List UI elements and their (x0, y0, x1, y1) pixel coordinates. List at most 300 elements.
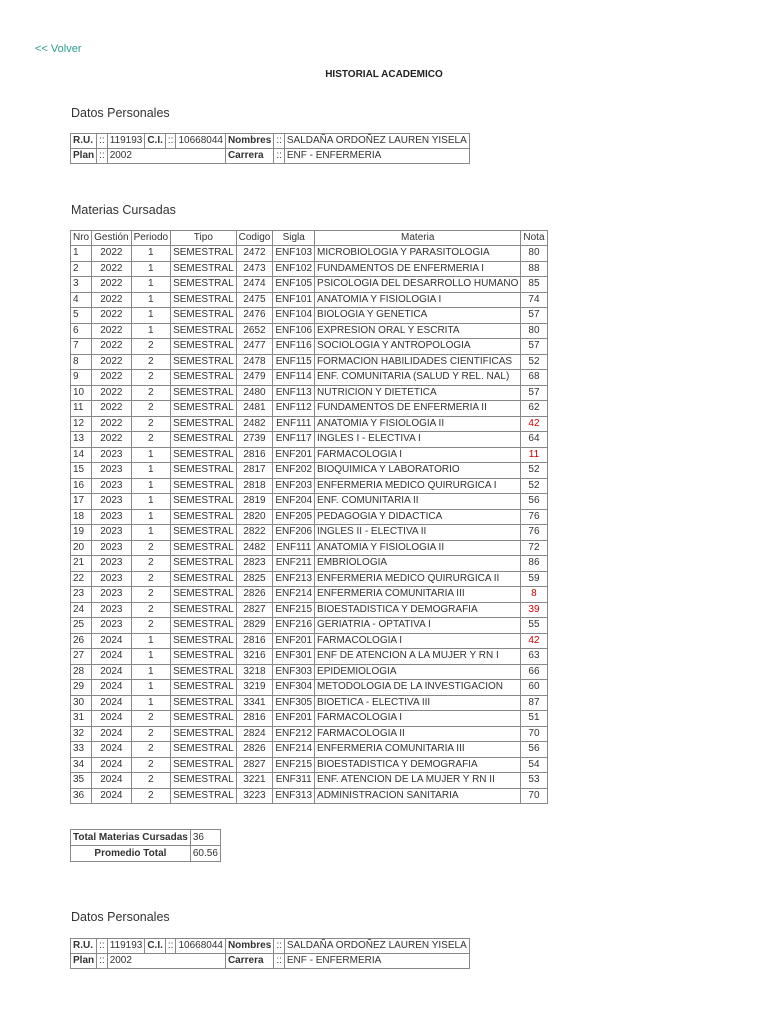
table-row (71, 370, 548, 386)
cell-periodo: 2 (131, 788, 170, 804)
page-title: HISTORIAL ACADEMICO (325, 69, 443, 80)
cell-nro: 35 (71, 773, 92, 789)
carrera-label: Carrera (225, 954, 273, 969)
total-value: 36 (190, 830, 220, 846)
cell-gestion: 2022 (92, 401, 131, 417)
cell-sigla: ENF205 (273, 509, 315, 525)
cell-codigo: 2476 (236, 308, 273, 324)
cell-materia: ENF. COMUNITARIA (SALUD Y REL. NAL) (315, 370, 521, 386)
table-row (71, 695, 548, 711)
cell-gestion: 2022 (92, 261, 131, 277)
cell-nro: 12 (71, 416, 92, 432)
cell-codigo: 2475 (236, 292, 273, 308)
cell-sigla: ENF115 (273, 354, 315, 370)
cell-gestion: 2024 (92, 695, 131, 711)
table-row (71, 385, 548, 401)
cell-materia: INGLES II - ELECTIVA II (315, 525, 521, 541)
table-row (71, 478, 548, 494)
ru-label: R.U. (71, 939, 97, 954)
cell-gestion: 2024 (92, 649, 131, 665)
table-row (71, 649, 548, 665)
cell-tipo: SEMESTRAL (171, 680, 237, 696)
average-value: 60.56 (190, 846, 220, 862)
cell-nota: 80 (521, 246, 547, 262)
cell-codigo: 2824 (236, 726, 273, 742)
table-row (71, 292, 548, 308)
cell-materia: SOCIOLOGIA Y ANTROPOLOGIA (315, 339, 521, 355)
personal-row-2 (71, 149, 470, 164)
cell-nota: 51 (521, 711, 547, 727)
cell-nro: 10 (71, 385, 92, 401)
cell-nro: 26 (71, 633, 92, 649)
cell-tipo: SEMESTRAL (171, 726, 237, 742)
cell-tipo: SEMESTRAL (171, 633, 237, 649)
cell-sigla: ENF113 (273, 385, 315, 401)
personal-row-2 (71, 954, 470, 969)
table-row (71, 354, 548, 370)
cell-nota: 85 (521, 277, 547, 293)
cell-gestion: 2024 (92, 711, 131, 727)
cell-materia: FARMACOLOGIA II (315, 726, 521, 742)
table-row (71, 587, 548, 603)
cell-nota: 8 (521, 587, 547, 603)
cell-tipo: SEMESTRAL (171, 571, 237, 587)
cell-codigo: 2480 (236, 385, 273, 401)
cell-nro: 9 (71, 370, 92, 386)
table-row (71, 525, 548, 541)
cell-nro: 28 (71, 664, 92, 680)
table-row (71, 726, 548, 742)
cell-materia: ANATOMIA Y FISIOLOGIA II (315, 416, 521, 432)
average-row (71, 846, 221, 862)
cell-codigo: 2818 (236, 478, 273, 494)
cell-nota: 54 (521, 757, 547, 773)
cell-periodo: 2 (131, 416, 170, 432)
cell-periodo: 1 (131, 246, 170, 262)
cell-sigla: ENF101 (273, 292, 315, 308)
cell-periodo: 1 (131, 494, 170, 510)
cell-codigo: 2820 (236, 509, 273, 525)
cell-codigo: 2739 (236, 432, 273, 448)
cell-periodo: 1 (131, 633, 170, 649)
cell-gestion: 2022 (92, 432, 131, 448)
cell-codigo: 2826 (236, 587, 273, 603)
cell-nro: 6 (71, 323, 92, 339)
cell-gestion: 2024 (92, 757, 131, 773)
cell-sigla: ENF116 (273, 339, 315, 355)
cell-sigla: ENF103 (273, 246, 315, 262)
carrera-value: ENF - ENFERMERIA (284, 954, 469, 969)
cell-sigla: ENF215 (273, 602, 315, 618)
cell-sigla: ENF216 (273, 618, 315, 634)
cell-nota: 68 (521, 370, 547, 386)
header-materia: Materia (315, 231, 521, 246)
cell-periodo: 1 (131, 680, 170, 696)
cell-nro: 32 (71, 726, 92, 742)
header-sigla: Sigla (273, 231, 315, 246)
cell-sigla: ENF111 (273, 540, 315, 556)
table-row (71, 757, 548, 773)
cell-materia: FARMACOLOGIA I (315, 447, 521, 463)
cell-periodo: 1 (131, 261, 170, 277)
table-row (71, 339, 548, 355)
cell-materia: NUTRICION Y DIETETICA (315, 385, 521, 401)
cell-sigla: ENF117 (273, 432, 315, 448)
cell-nro: 29 (71, 680, 92, 696)
header-tipo: Tipo (171, 231, 237, 246)
cell-sigla: ENF305 (273, 695, 315, 711)
cell-gestion: 2024 (92, 726, 131, 742)
table-row (71, 432, 548, 448)
cell-sigla: ENF211 (273, 556, 315, 572)
cell-nota: 56 (521, 494, 547, 510)
table-row (71, 447, 548, 463)
separator: :: (274, 134, 285, 149)
table-row (71, 416, 548, 432)
cell-periodo: 1 (131, 463, 170, 479)
cell-nota: 42 (521, 633, 547, 649)
cell-codigo: 3219 (236, 680, 273, 696)
cell-codigo: 2481 (236, 401, 273, 417)
cell-gestion: 2023 (92, 463, 131, 479)
section-heading-personal: Datos Personales (71, 106, 170, 120)
cell-tipo: SEMESTRAL (171, 323, 237, 339)
plan-value: 2002 (107, 149, 225, 164)
cell-nota: 63 (521, 649, 547, 665)
cell-sigla: ENF105 (273, 277, 315, 293)
cell-gestion: 2023 (92, 556, 131, 572)
cell-nota: 76 (521, 509, 547, 525)
cell-sigla: ENF204 (273, 494, 315, 510)
table-row (71, 711, 548, 727)
ru-value: 119193 (107, 134, 145, 149)
cell-materia: INGLES I - ELECTIVA I (315, 432, 521, 448)
cell-gestion: 2023 (92, 525, 131, 541)
cell-nro: 2 (71, 261, 92, 277)
total-label: Total Materias Cursadas (71, 830, 191, 846)
cell-sigla: ENF304 (273, 680, 315, 696)
cell-tipo: SEMESTRAL (171, 494, 237, 510)
cell-gestion: 2022 (92, 370, 131, 386)
header-nro: Nro (71, 231, 92, 246)
plan-label: Plan (71, 954, 97, 969)
table-row (71, 788, 548, 804)
cell-periodo: 2 (131, 339, 170, 355)
cell-periodo: 2 (131, 773, 170, 789)
table-row (71, 540, 548, 556)
cell-materia: FUNDAMENTOS DE ENFERMERIA II (315, 401, 521, 417)
cell-periodo: 2 (131, 401, 170, 417)
cell-sigla: ENF214 (273, 587, 315, 603)
cell-materia: ENFERMERIA COMUNITARIA III (315, 587, 521, 603)
header-periodo: Periodo (131, 231, 170, 246)
nombres-value: SALDAÑA ORDOÑEZ LAUREN YISELA (284, 134, 469, 149)
table-row (71, 401, 548, 417)
cell-codigo: 2827 (236, 602, 273, 618)
cell-nota: 52 (521, 478, 547, 494)
cell-nro: 18 (71, 509, 92, 525)
cell-periodo: 2 (131, 354, 170, 370)
cell-nro: 13 (71, 432, 92, 448)
cell-nro: 24 (71, 602, 92, 618)
separator: :: (274, 149, 285, 164)
cell-tipo: SEMESTRAL (171, 525, 237, 541)
cell-materia: GERIATRIA - OPTATIVA I (315, 618, 521, 634)
cell-materia: BIOESTADISTICA Y DEMOGRAFIA (315, 602, 521, 618)
cell-nota: 60 (521, 680, 547, 696)
cell-nro: 30 (71, 695, 92, 711)
cell-tipo: SEMESTRAL (171, 370, 237, 386)
cell-nro: 17 (71, 494, 92, 510)
cell-sigla: ENF111 (273, 416, 315, 432)
table-row (71, 509, 548, 525)
personal-data-table (70, 133, 470, 164)
table-row (71, 277, 548, 293)
cell-gestion: 2022 (92, 354, 131, 370)
cell-sigla: ENF114 (273, 370, 315, 386)
table-row (71, 633, 548, 649)
header-gestion: Gestión (92, 231, 131, 246)
separator: :: (97, 954, 108, 969)
cell-gestion: 2022 (92, 416, 131, 432)
cell-nro: 7 (71, 339, 92, 355)
cell-nro: 33 (71, 742, 92, 758)
cell-periodo: 2 (131, 587, 170, 603)
cell-tipo: SEMESTRAL (171, 695, 237, 711)
cell-gestion: 2022 (92, 292, 131, 308)
cell-sigla: ENF201 (273, 447, 315, 463)
cell-nota: 72 (521, 540, 547, 556)
carrera-value: ENF - ENFERMERIA (284, 149, 469, 164)
cell-tipo: SEMESTRAL (171, 478, 237, 494)
cell-tipo: SEMESTRAL (171, 261, 237, 277)
cell-materia: ANATOMIA Y FISIOLOGIA II (315, 540, 521, 556)
cell-materia: ENFERMERIA MEDICO QUIRURGICA I (315, 478, 521, 494)
separator: :: (274, 939, 285, 954)
back-link[interactable]: << Volver (35, 43, 82, 55)
cell-nro: 5 (71, 308, 92, 324)
ru-value: 119193 (107, 939, 145, 954)
table-row (71, 773, 548, 789)
cell-nota: 52 (521, 354, 547, 370)
cell-codigo: 3216 (236, 649, 273, 665)
cell-nota: 57 (521, 385, 547, 401)
cell-gestion: 2023 (92, 509, 131, 525)
cell-nota: 70 (521, 726, 547, 742)
cell-materia: BIOESTADISTICA Y DEMOGRAFIA (315, 757, 521, 773)
cell-materia: BIOQUIMICA Y LABORATORIO (315, 463, 521, 479)
cell-periodo: 2 (131, 711, 170, 727)
cell-periodo: 1 (131, 509, 170, 525)
cell-nota: 62 (521, 401, 547, 417)
cell-codigo: 2652 (236, 323, 273, 339)
courses-table (70, 230, 548, 804)
cell-tipo: SEMESTRAL (171, 401, 237, 417)
cell-periodo: 1 (131, 308, 170, 324)
cell-codigo: 2823 (236, 556, 273, 572)
nombres-label: Nombres (225, 134, 273, 149)
plan-label: Plan (71, 149, 97, 164)
personal-row-1 (71, 134, 470, 149)
cell-gestion: 2023 (92, 447, 131, 463)
cell-nro: 1 (71, 246, 92, 262)
courses-header-row (71, 231, 548, 246)
cell-codigo: 2482 (236, 416, 273, 432)
cell-tipo: SEMESTRAL (171, 540, 237, 556)
cell-nota: 76 (521, 525, 547, 541)
cell-materia: FUNDAMENTOS DE ENFERMERIA I (315, 261, 521, 277)
cell-nota: 57 (521, 339, 547, 355)
cell-tipo: SEMESTRAL (171, 385, 237, 401)
cell-nota: 86 (521, 556, 547, 572)
cell-materia: ADMINISTRACION SANITARIA (315, 788, 521, 804)
table-row (71, 308, 548, 324)
cell-materia: BIOLOGIA Y GENETICA (315, 308, 521, 324)
cell-codigo: 2826 (236, 742, 273, 758)
cell-nro: 16 (71, 478, 92, 494)
cell-sigla: ENF215 (273, 757, 315, 773)
cell-nota: 66 (521, 664, 547, 680)
cell-tipo: SEMESTRAL (171, 432, 237, 448)
cell-periodo: 2 (131, 726, 170, 742)
cell-nota: 59 (521, 571, 547, 587)
cell-gestion: 2024 (92, 773, 131, 789)
separator: :: (97, 149, 108, 164)
cell-nota: 55 (521, 618, 547, 634)
cell-gestion: 2023 (92, 602, 131, 618)
table-row (71, 602, 548, 618)
cell-codigo: 2829 (236, 618, 273, 634)
cell-materia: BIOETICA - ELECTIVA III (315, 695, 521, 711)
cell-sigla: ENF214 (273, 742, 315, 758)
cell-codigo: 2479 (236, 370, 273, 386)
cell-gestion: 2023 (92, 494, 131, 510)
section-heading-courses: Materias Cursadas (71, 203, 176, 217)
cell-tipo: SEMESTRAL (171, 246, 237, 262)
cell-gestion: 2024 (92, 742, 131, 758)
cell-nro: 20 (71, 540, 92, 556)
ci-label: C.I. (145, 134, 166, 149)
cell-materia: FORMACION HABILIDADES CIENTIFICAS (315, 354, 521, 370)
cell-sigla: ENF112 (273, 401, 315, 417)
cell-materia: ENF DE ATENCION A LA MUJER Y RN I (315, 649, 521, 665)
cell-materia: ENFERMERIA MEDICO QUIRURGICA II (315, 571, 521, 587)
cell-tipo: SEMESTRAL (171, 742, 237, 758)
cell-periodo: 2 (131, 370, 170, 386)
cell-codigo: 2816 (236, 447, 273, 463)
cell-codigo: 2827 (236, 757, 273, 773)
cell-nota: 87 (521, 695, 547, 711)
total-row (71, 830, 221, 846)
cell-sigla: ENF201 (273, 633, 315, 649)
cell-periodo: 1 (131, 664, 170, 680)
cell-nota: 11 (521, 447, 547, 463)
table-row (71, 664, 548, 680)
cell-codigo: 3221 (236, 773, 273, 789)
cell-tipo: SEMESTRAL (171, 292, 237, 308)
cell-nro: 25 (71, 618, 92, 634)
table-row (71, 680, 548, 696)
table-row (71, 246, 548, 262)
personal-row-1 (71, 939, 470, 954)
cell-codigo: 2816 (236, 711, 273, 727)
cell-nro: 8 (71, 354, 92, 370)
cell-materia: EXPRESION ORAL Y ESCRITA (315, 323, 521, 339)
cell-tipo: SEMESTRAL (171, 757, 237, 773)
cell-nro: 36 (71, 788, 92, 804)
cell-gestion: 2024 (92, 664, 131, 680)
cell-tipo: SEMESTRAL (171, 711, 237, 727)
cell-nota: 74 (521, 292, 547, 308)
separator: :: (165, 939, 176, 954)
cell-periodo: 1 (131, 649, 170, 665)
cell-materia: ENFERMERIA COMUNITARIA III (315, 742, 521, 758)
separator: :: (274, 954, 285, 969)
cell-codigo: 2473 (236, 261, 273, 277)
cell-tipo: SEMESTRAL (171, 788, 237, 804)
cell-sigla: ENF212 (273, 726, 315, 742)
ru-label: R.U. (71, 134, 97, 149)
cell-tipo: SEMESTRAL (171, 463, 237, 479)
cell-sigla: ENF301 (273, 649, 315, 665)
cell-nota: 57 (521, 308, 547, 324)
cell-codigo: 2822 (236, 525, 273, 541)
cell-periodo: 2 (131, 385, 170, 401)
cell-nro: 22 (71, 571, 92, 587)
cell-tipo: SEMESTRAL (171, 339, 237, 355)
cell-codigo: 2825 (236, 571, 273, 587)
cell-sigla: ENF102 (273, 261, 315, 277)
cell-sigla: ENF303 (273, 664, 315, 680)
cell-gestion: 2022 (92, 308, 131, 324)
cell-tipo: SEMESTRAL (171, 664, 237, 680)
cell-codigo: 2478 (236, 354, 273, 370)
cell-nro: 19 (71, 525, 92, 541)
cell-codigo: 3218 (236, 664, 273, 680)
cell-nota: 39 (521, 602, 547, 618)
cell-gestion: 2023 (92, 478, 131, 494)
nombres-value: SALDAÑA ORDOÑEZ LAUREN YISELA (284, 939, 469, 954)
cell-periodo: 2 (131, 757, 170, 773)
personal-data-table-repeat (70, 938, 470, 969)
cell-sigla: ENF106 (273, 323, 315, 339)
cell-materia: ENF. COMUNITARIA II (315, 494, 521, 510)
ci-value: 10668044 (176, 134, 226, 149)
cell-periodo: 2 (131, 556, 170, 572)
cell-sigla: ENF104 (273, 308, 315, 324)
cell-nota: 88 (521, 261, 547, 277)
cell-periodo: 2 (131, 432, 170, 448)
cell-nro: 21 (71, 556, 92, 572)
cell-sigla: ENF213 (273, 571, 315, 587)
cell-tipo: SEMESTRAL (171, 602, 237, 618)
cell-materia: PSICOLOGIA DEL DESARROLLO HUMANO (315, 277, 521, 293)
cell-gestion: 2024 (92, 680, 131, 696)
cell-tipo: SEMESTRAL (171, 509, 237, 525)
cell-gestion: 2022 (92, 246, 131, 262)
header-codigo: Codigo (236, 231, 273, 246)
separator: :: (97, 939, 108, 954)
totals-table (70, 829, 221, 862)
cell-periodo: 2 (131, 540, 170, 556)
plan-value: 2002 (107, 954, 225, 969)
ci-value: 10668044 (176, 939, 226, 954)
cell-nro: 31 (71, 711, 92, 727)
cell-materia: EMBRIOLOGIA (315, 556, 521, 572)
cell-gestion: 2023 (92, 618, 131, 634)
cell-periodo: 2 (131, 602, 170, 618)
cell-gestion: 2022 (92, 385, 131, 401)
